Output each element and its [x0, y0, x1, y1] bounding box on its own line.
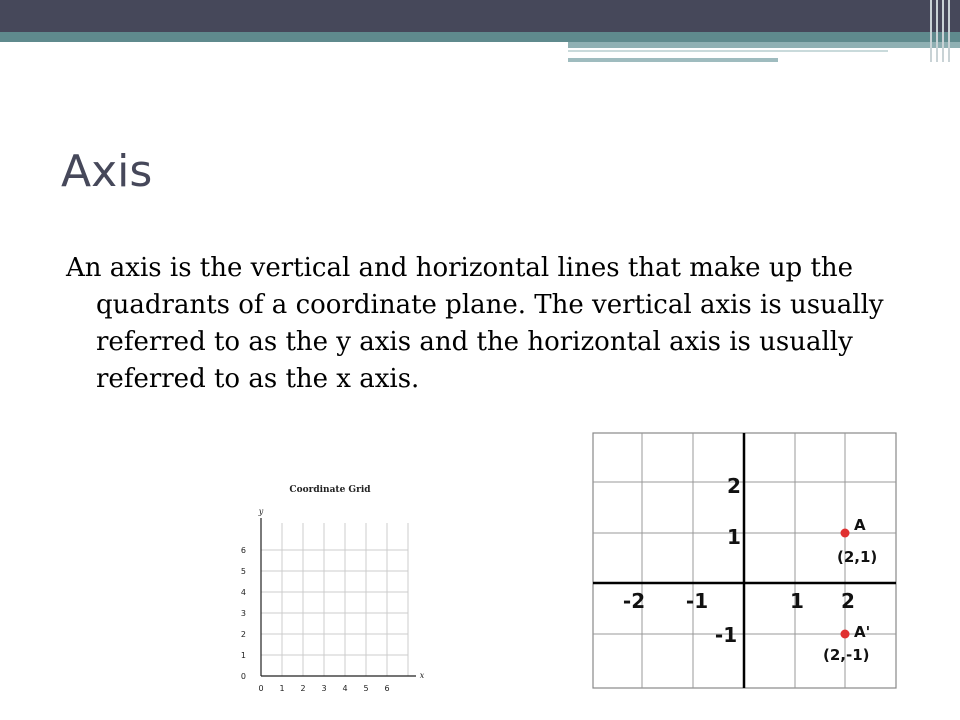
y-tick-label: 2 — [240, 630, 246, 639]
accent-stripe — [0, 32, 960, 42]
slide-body-text: An axis is the vertical and horizontal lines that make up the quadrants of a coordinate plane. The vertical axis is usually referred to as the y axis and the horizontal axis is usually referred to as the x axis. — [66, 253, 884, 394]
grid-label-x-neg2: -2 — [622, 589, 646, 613]
grid-label-x-1: 1 — [790, 589, 804, 613]
x-tick-label: 4 — [342, 684, 348, 693]
accent-stripe-short — [568, 58, 778, 62]
accent-stripe-thin — [568, 50, 888, 52]
point-a-prime-coords: (2,-1) — [823, 646, 870, 664]
y-tick-label: 1 — [240, 651, 246, 660]
grid-small-x-label: x — [419, 671, 425, 680]
x-tick-label: 3 — [321, 684, 327, 693]
y-tick-label: 0 — [240, 672, 246, 681]
y-tick-label: 3 — [240, 609, 246, 618]
x-tick-label: 6 — [384, 684, 390, 693]
grid-small-title: Coordinate Grid — [289, 485, 371, 495]
y-tick-label: 4 — [240, 588, 246, 597]
coordinate-grid-small — [228, 478, 428, 698]
x-tick-label: 0 — [258, 684, 264, 693]
accent-stripe-light — [568, 42, 960, 48]
grid-small-y-label: y — [258, 507, 264, 516]
grid-label-x-2: 2 — [841, 589, 855, 613]
point-a — [841, 529, 850, 538]
slide-title: Axis — [61, 146, 153, 197]
point-a-coords: (2,1) — [837, 548, 878, 566]
grid-label-x-neg1: -1 — [685, 589, 709, 613]
point-a-prime — [841, 630, 850, 639]
point-a-prime-name: A' — [854, 623, 871, 641]
top-banner — [0, 0, 960, 32]
y-tick-label: 6 — [240, 546, 246, 555]
decor-lines — [930, 0, 960, 62]
x-tick-label: 2 — [300, 684, 306, 693]
grid-label-y-2: 2 — [727, 474, 741, 498]
grid-label-y-neg1: -1 — [714, 623, 738, 647]
x-tick-label: 5 — [363, 684, 369, 693]
coordinate-grid-large — [592, 432, 898, 690]
x-tick-label: 1 — [279, 684, 285, 693]
point-a-name: A — [854, 516, 866, 534]
y-tick-label: 5 — [240, 567, 246, 576]
grid-label-y-1: 1 — [727, 525, 741, 549]
